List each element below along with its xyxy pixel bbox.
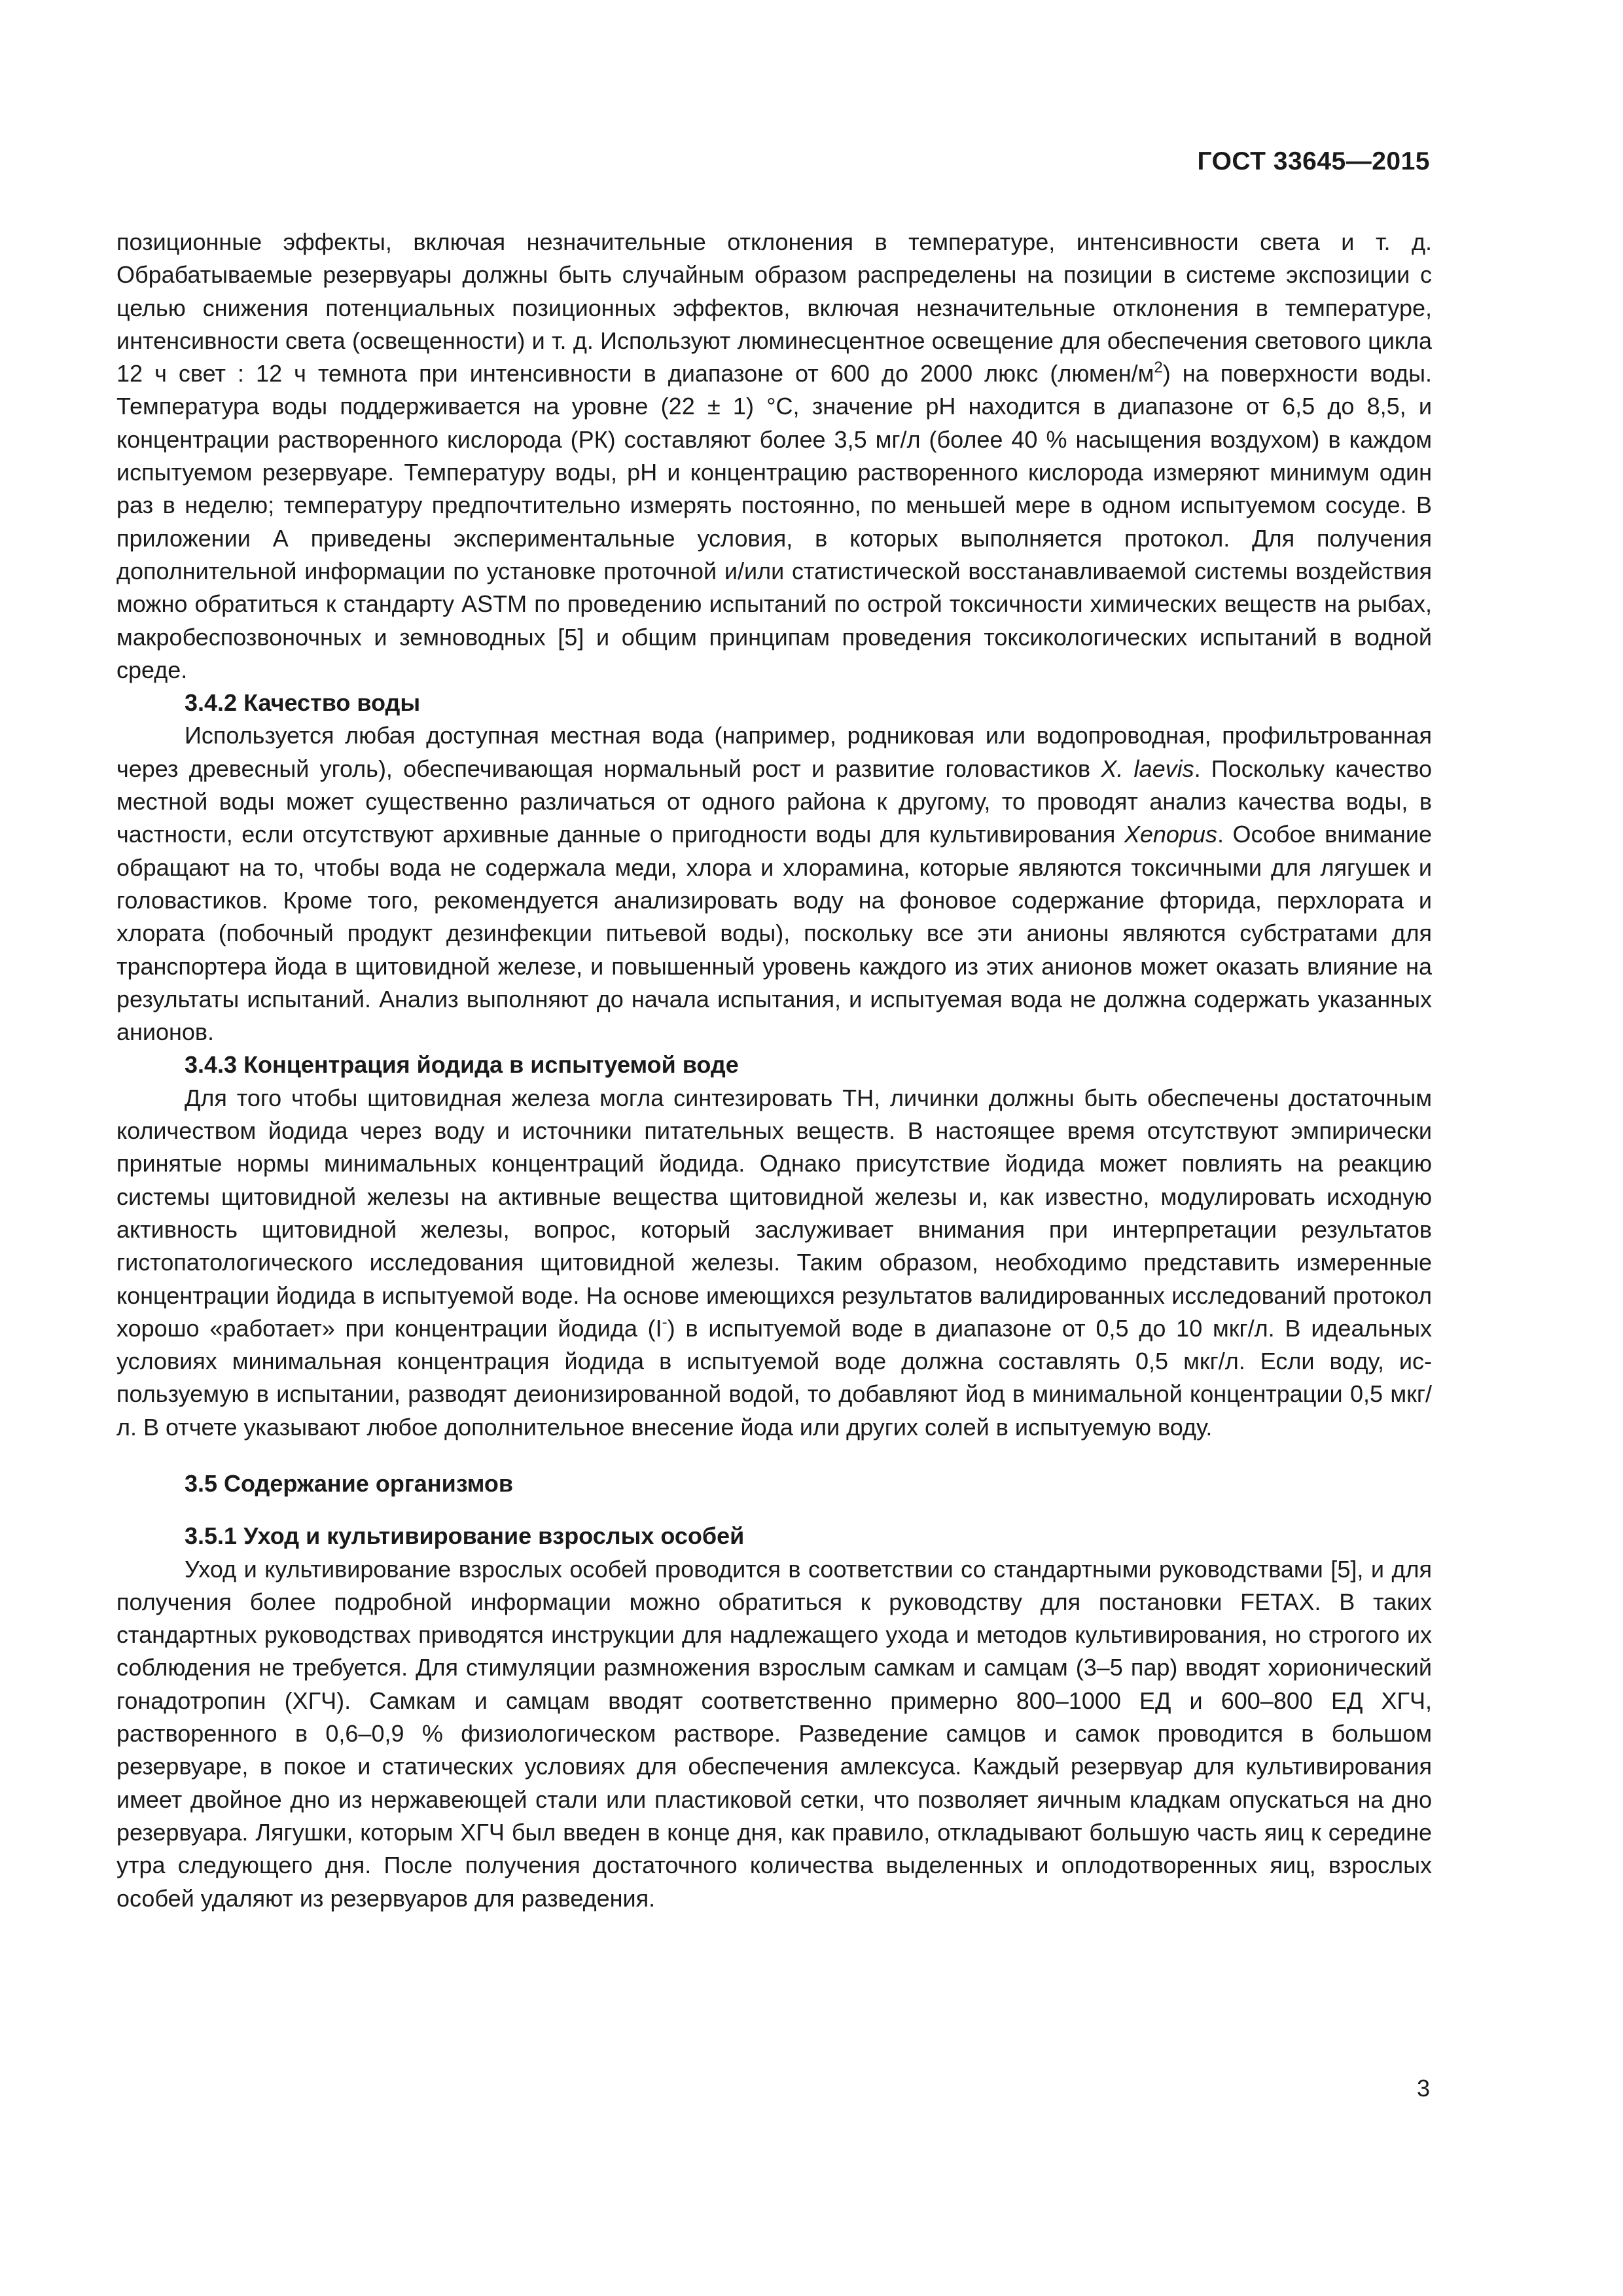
paragraph-conditions [116, 226, 1432, 687]
genus-name: Xenopus [1124, 821, 1217, 848]
superscript: - [662, 1313, 668, 1331]
text-span: Для того чтобы щитовидная железа могла синтезировать ТН, личинки должны быть обеспечены достаточным количеством йодида через воду и источники питательных веществ. В настоящее время отсутствуют эмпирически принятые нормы минимальных концентраций йодида. Однако присутствие йодида может повлиять на реакцию системы щитовидной железы на активные вещества щитовидной железы и, как известно, модулировать исходную активность щитовидной железы, вопрос, который заслуживает внимания при интерпретации результатов гистопатологического исследования щитовидной железы. Таким образом, необходимо представить измеренные концентрации йодида в испытуемой воде. На основе имеющихся результатов валидированных исследований протокол хорошо «работает» при концентрации йодида (I [116, 1084, 1432, 1342]
document-body [116, 226, 1432, 1915]
paragraph-iodide [116, 1082, 1432, 1444]
page-number: 3 [1416, 2075, 1430, 2102]
standard-designation: ГОСТ 33645—2015 [1197, 147, 1430, 175]
heading-3-4-2: 3.4.2 Качество воды [185, 689, 421, 717]
paragraph-water-quality [116, 719, 1432, 1049]
text-span: ) в испытуемой воде в диапазоне от 0,5 до 10 мкг/л. В идеальных условиях минимальная концентрация йодида в испытуемой воде должна составлять 0,5 мкг/л. Если воду, используемую в испытании, разводят деионизированной водой, то добавляют йод в минимальной концентрации 0,5 мкг/л. В отчете указывают любое дополнительное внесение йода или других солей в испытуемую воду. [116, 1314, 1432, 1441]
text-span: ) на поверхности воды. Температура воды поддерживается на уровне (22 ± 1) °С, значение pH находится в диапазоне от 6,5 до 8,5, и концентрации растворенного кислорода (РК) составляют более 3,5 мг/л (более 40 % насыщения воздухом) в каждом испытуемом резервуаре. Температуру воды, pH и концентрацию растворенного кислорода измеряют минимум один раз в неделю; температуру предпочтительно измерять постоянно, по меньшей мере в одном испытуемом сосуде. В приложении А приведены экспериментальные условия, в которых выполняется протокол. Для получения дополнительной информации по установке проточной и/или статистической восстанавливаемой системы воздействия можно обратиться к стандарту ASTM по проведению испытаний по острой токсичности химических веществ на рыбах, макробеспозвоночных и земноводных [5] и общим принципам проведения токсикологических испытаний в водной среде. [116, 360, 1432, 683]
text-span: . Поскольку качество местной воды может существенно различаться от одного района к другому, то проводят анализ качества воды, в частности, если отсутствуют архивные данные о пригодности воды для культивирования [116, 755, 1432, 848]
heading-3-4-3: 3.4.3 Концентрация йодида в испытуемой воде [185, 1051, 739, 1079]
text-span: Используется любая доступная местная вода (например, родниковая или водопроводная, профильтрованная через древесный уголь), обеспечивающая нормальный рост и развитие головастиков [116, 722, 1432, 782]
heading-3-5-1: 3.5.1 Уход и культивирование взрослых особей [185, 1522, 745, 1550]
superscript: 2 [1154, 359, 1163, 377]
spacer [116, 1500, 1432, 1520]
text-span: . Особое внимание обращают на то, чтобы вода не содержала меди, хлора и хлорамина, которые являются токсичными для лягушек и головастиков. Кроме того, рекомендуется анализировать воду на фоновое содержание фторида, перхлората и хлората (побочный продукт дезинфекции питьевой воды), поскольку все эти анионы являются субстратами для транспортера йода в щитовидной железе, и повышенный уровень каждого из этих анионов может оказать влияние на результаты испытаний. Анализ выполняют до начала испытания, и испытуемая вода не должна содержать указанных анионов. [116, 821, 1432, 1046]
text-span: позиционные эффекты, включая незначительные отклонения в температуре, интенсивности света и т. д. Обрабатываемые резервуары должны быть случайным образом распределены на позиции в системе экспозиции с целью снижения потенциальных позиционных эффектов, включая незначительные отклонения в температуре, интенсивности света (освещенности) и т. д. Используют люминесцентное освещение для обеспечения светового цикла 12 ч свет : 12 ч темнота при интенсивности в диапазоне от 600 до 2000 люкс (люмен/м [116, 228, 1432, 387]
heading-3-5: 3.5 Содержание организмов [185, 1469, 513, 1497]
species-name: X. laevis [1101, 755, 1194, 782]
paragraph-adult-care: Уход и культивирование взрослых особей проводится в соответствии со стандартными руководствами [5], и для получения более подробной информации можно обратиться к руководству для постановки FETAX. В таких стандартных руководствах приводятся инструкции для надлежащего ухода и методов культивирования, но строгого их соблюдения не требуется. Для стимуляции размножения взрослым самкам и самцам (3–5 пар) вводят хорионический гонадотропин (ХГЧ). Самкам и самцам вводят соответственно примерно 800–1000 ЕД и 600–800 ЕД ХГЧ, растворенного в 0,6–0,9 % физиологическом растворе. Разведение самцов и самок проводится в большом резервуаре, в покое и статических условиях для обеспечения амлексуса. Каждый резервуар для культивирования имеет двойное дно из нержавеющей стали или пластиковой сетки, что позволяет яичным кладкам опускаться на дно резервуара. Лягушки, которым ХГЧ был введен в конце дня, как правило, откладывают большую часть яиц к середине утра следующего дня. После получения достаточного количества выделенных и оплодотворенных яиц, взрослых особей удаляют из резервуаров для разведения. [116, 1555, 1432, 1912]
spacer [116, 1444, 1432, 1467]
